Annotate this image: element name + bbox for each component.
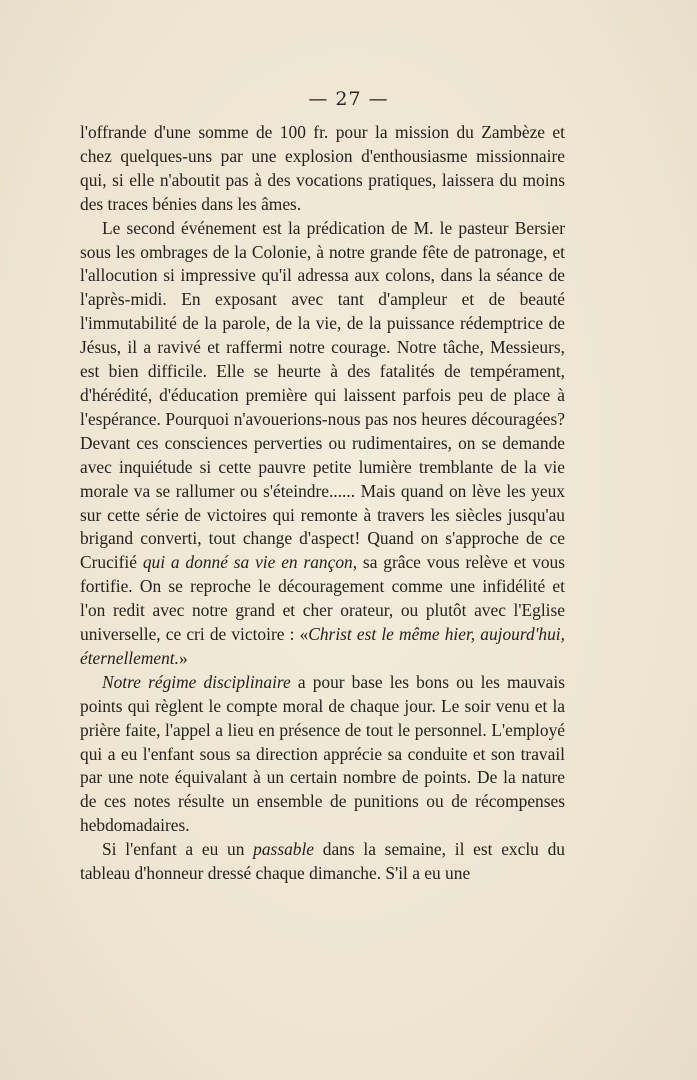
text-span: Si l'enfant a eu un	[102, 839, 254, 860]
text-span: dans la semaine, il est exclu du tableau d'honneur dressé chaque dimanche. S'il a eu une	[80, 839, 565, 884]
page-number: — 27 —	[308, 88, 389, 110]
italic-phrase: Notre régime disciplinaire	[102, 671, 291, 692]
italic-phrase: qui a donné sa vie en rançon	[142, 552, 353, 573]
text-span: l'offrande d'une somme de 100 fr. pour la mission du Zambèze et chez quelques-uns par une explosion d'enthousiasme missionnaire qui, si elle n'aboutit pas à des vocations pratiques, laissera du moins des traces bénies dans les âmes.	[80, 122, 565, 214]
text-span: Le second événement est la prédication de M. le pasteur Bersier sous les ombrages de la Colonie, à notre grande fête de patronage, et l'allocution si impressive qu'il adressa aux colons, dans la séance de l'après-midi. En exposant avec tant d'ampleur et de beauté l'immutabilité de la parole, de la vie, de la puissance rédemptrice de Jésus, il a ravivé et raffermi notre courage. Notre tâche, Messieurs, est bien difficile. Elle se heurte à des fatalités de tempérament, d'hérédité, d'éducation première qui laissent parfois peu de place à l'espérance. Pourquoi n'avouerions-nous pas nos heures découragées? Devant ces consciences perverties ou rudimentaires, on se demande avec inquiétude si cette pauvre petite lumière tremblante de la vie morale va se rallumer ou s'éteindre...... Mais quand on lève les yeux sur cette série de victoires qui remonte à travers les siècles jusqu'au brigand converti, tout change d'aspect! Quand on s'approche de ce Crucifié	[80, 217, 565, 573]
paragraph-2	[80, 217, 565, 671]
text-span: »	[179, 647, 188, 668]
paragraph-1	[80, 121, 565, 217]
paragraph-3	[80, 671, 565, 838]
paragraph-4	[80, 838, 565, 886]
text-span: a pour base les bons ou les mauvais points qui règlent le compte moral de chaque jour. Le soir venu et la prière faite, l'appel a lieu en présence de tout le personnel. L'employé qui a eu l'enfant sous sa direction apprécie sa conduite et son travail par une note équivalant à un certain nombre de points. De la nature de ces notes résulte un ensemble de punitions ou de récompenses hebdomadaires.	[80, 671, 565, 836]
body-text	[80, 121, 565, 886]
text-span: , sa grâce vous relève et vous fortifie. On se reproche le découragement comme une infidélité et l'on redit avec notre grand et cher orateur, ou plutôt avec l'Eglise universelle, ce cri de victoire : «	[80, 552, 566, 645]
italic-quote: Christ est le même hier, aujourd'hui, éternellement.	[80, 624, 565, 668]
italic-word: passable	[253, 839, 315, 860]
